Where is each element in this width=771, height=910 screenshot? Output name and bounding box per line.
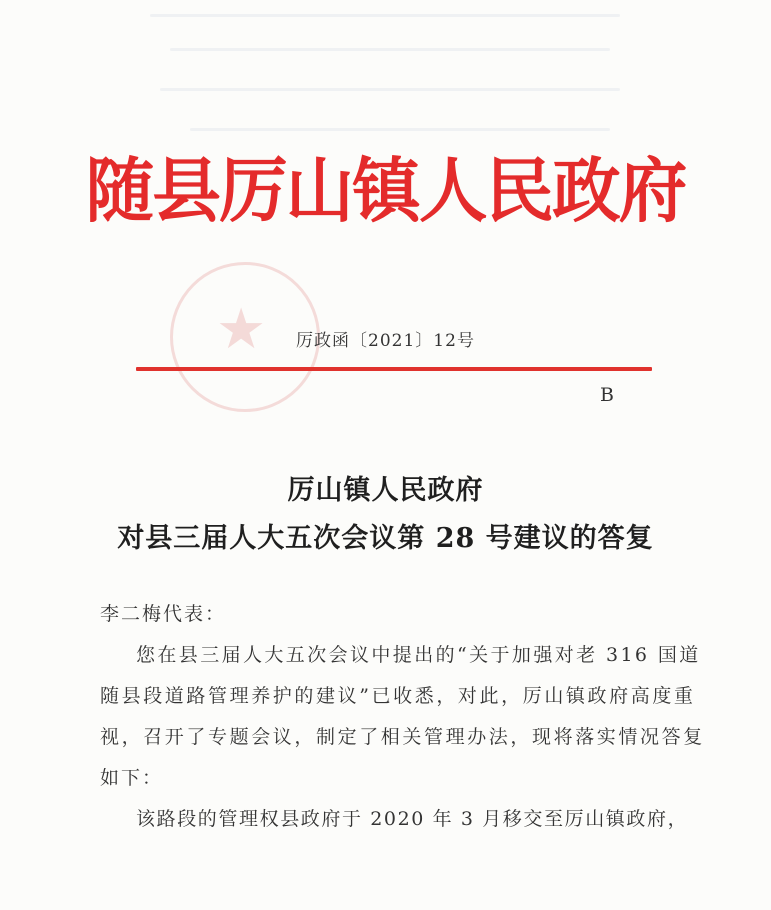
- reply-title-line-2: 对县三届人大五次会议第 28 号建议的答复: [117, 523, 654, 554]
- reply-title-line-1: 厉山镇人民政府: [287, 475, 484, 506]
- body-line-5: 该路段的管理权县政府于 2020 年 3 月移交至厉山镇政府，: [136, 808, 689, 830]
- salutation: 李二梅代表：: [100, 603, 227, 625]
- bleed-through-line: [170, 48, 610, 51]
- body-line-4: 如下：: [100, 767, 164, 789]
- body-line-3: 视，召开了专题会议，制定了相关管理办法，现将落实情况答复: [100, 726, 705, 748]
- bleed-through-line: [150, 14, 620, 17]
- body-line-1: 您在县三届人大五次会议中提出的“关于加强对老 316 国道: [136, 644, 701, 666]
- seal-star-icon: ★: [216, 297, 267, 362]
- letterhead-issuer: 随县厉山镇人民政府: [85, 149, 686, 232]
- document-number: 厉政函〔2021〕12号: [296, 331, 475, 351]
- bleed-through-line: [190, 128, 610, 131]
- body-line-2: 随县段道路管理养护的建议”已收悉，对此，厉山镇政府高度重: [100, 685, 696, 707]
- bleed-through-line: [160, 88, 620, 91]
- classification-mark: B: [600, 384, 614, 406]
- letterhead-red-rule: [136, 367, 652, 371]
